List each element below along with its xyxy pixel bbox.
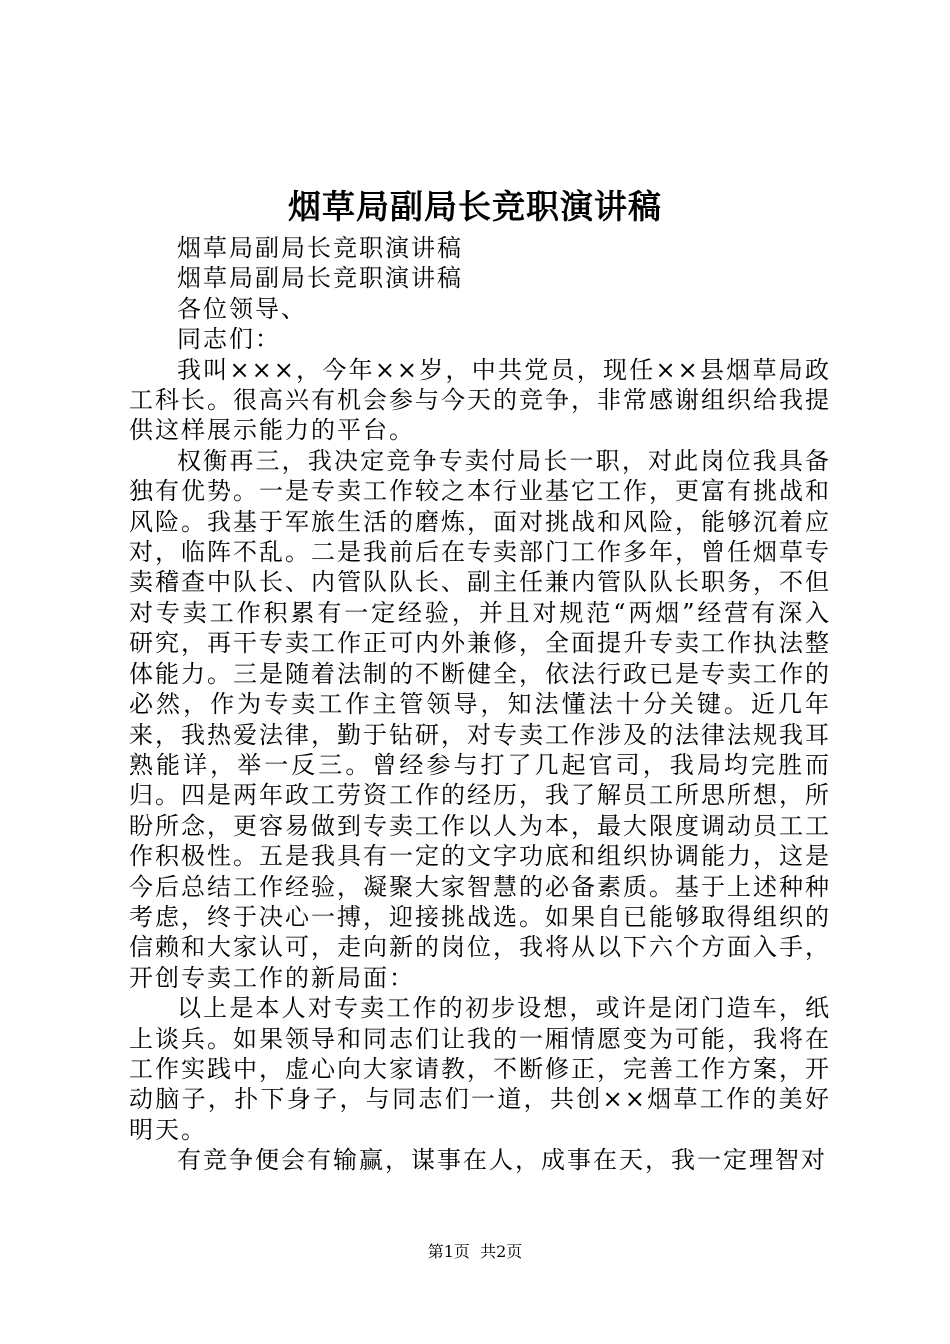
document-title: 烟草局副局长竞职演讲稿: [288, 187, 662, 226]
page-footer: 第1页 共2页: [427, 1242, 523, 1261]
paragraph-advantages: 权衡再三，我决定竞争专卖付局长一职，对此岗位我具备独有优势。一是专卖工作较之本行业基它工作，更富有挑战和风险。我基于军旅生活的磨炼，面对挑战和风险，能够沉着应对，临阵不乱。二是我前后在专卖部门工作多年，曾任烟草专卖稽查中队长、内管队队长、副主任兼内管队队长职务，不但对专卖工作积累有一定经验，并且对规范“两烟”经营有深入研究，再干专卖工作正可内外兼修，全面提升专卖工作执法整体能力。三是随着法制的不断健全，依法行政已是专卖工作的必然，作为专卖工作主管领导，知法懂法十分关键。近几年来，我热爱法律，勤于钻研，对专卖工作涉及的法律法规我耳熟能详，举一反三。曾经参与打了几起官司，我局均完胜而归。四是两年政工劳资工作的经历，我了解员工所思所想，所盼所念，更容易做到专卖工作以人为本，最大限度调动员工工作积极性。五是我具有一定的文字功底和组织协调能力，这是今后总结工作经验，凝聚大家智慧的必备素质。基于上述种种考虑，终于决心一搏，迎接挑战选。如果自已能够取得组织的信赖和大家认可，走向新的岗位，我将从以下六个方面入手，开创专卖工作的新局面：: [129, 446, 831, 992]
paragraph-closing: 以上是本人对专卖工作的初步设想，或许是闭门造车，纸上谈兵。如果领导和同志们让我的一厢情愿变为可能，我将在工作实践中，虚心向大家请教，不断修正，完善工作方案，开动脑子，扑下身子，与同志们一道，共创××烟草工作的美好明天。: [129, 994, 831, 1144]
paragraph-salutation-leaders: 各位领导、: [177, 294, 307, 323]
paragraph-final: 有竞争便会有输赢，谋事在人，成事在天，我一定理智对: [177, 1146, 827, 1175]
paragraph-introduction: 我叫×××，今年××岁，中共党员，现任××县烟草局政工科长。很高兴有机会参与今天的竞争，非常感谢组织给我提供这样展示能力的平台。: [129, 355, 831, 445]
paragraph-subtitle-2: 烟草局副局长竞职演讲稿: [177, 264, 463, 293]
paragraph-subtitle-1: 烟草局副局长竞职演讲稿: [177, 234, 463, 262]
paragraph-salutation-comrades: 同志们：: [177, 325, 281, 354]
document-body: [129, 233, 831, 1176]
